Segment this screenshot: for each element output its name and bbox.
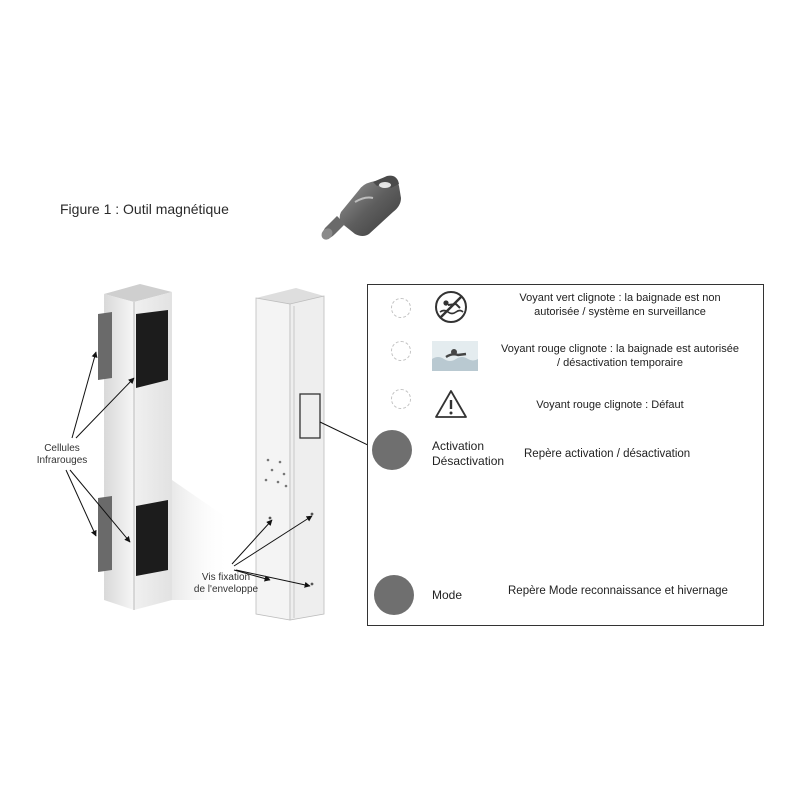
activation-marker-disc (372, 430, 412, 470)
activation-term-line2: Désactivation (432, 454, 505, 468)
legend-row-1-line2: autorisée / système en surveillance (534, 306, 706, 318)
legend-row-2-line1: Voyant rouge clignote : la baignade est autorisée (501, 343, 739, 355)
figure-title: Figure 1 : Outil magnétique (60, 201, 229, 217)
screws-label-line1: Vis fixation (201, 572, 251, 583)
legend-row-1-text (486, 291, 754, 319)
right-post (256, 288, 324, 620)
infrared-cells-label (22, 443, 102, 467)
cells-label-line2: Infrarouges (36, 455, 88, 466)
legend-row-3-text (486, 398, 734, 412)
indicator-ring-1 (391, 298, 411, 318)
magnetic-tool-illustration (315, 168, 405, 258)
activation-term-line1: Activation (432, 439, 485, 453)
indicator-ring-3 (391, 389, 411, 409)
left-post (98, 284, 230, 610)
warning-triangle-icon (434, 389, 468, 424)
mode-term: Mode (432, 588, 463, 602)
no-swimming-icon (434, 290, 468, 329)
screws-label (176, 572, 276, 596)
activation-description: Repère activation / désactivation (524, 448, 691, 460)
mode-marker-disc (374, 575, 414, 615)
swimmer-icon (432, 341, 478, 376)
activation-term (432, 439, 504, 469)
screws-label-line2: de l'enveloppe (193, 584, 259, 595)
connector-line (320, 422, 370, 446)
mode-description: Repère Mode reconnaissance et hivernage (508, 585, 728, 597)
indicator-ring-2 (391, 341, 411, 361)
legend-row-2-text (480, 342, 760, 370)
legend-row-2-line2: / désactivation temporaire (557, 357, 683, 369)
legend-row-1-line1: Voyant vert clignote : la baignade est non (519, 292, 721, 304)
legend-row-3-line1: Voyant rouge clignote : Défaut (536, 399, 684, 411)
cells-label-line1: Cellules (44, 443, 80, 454)
